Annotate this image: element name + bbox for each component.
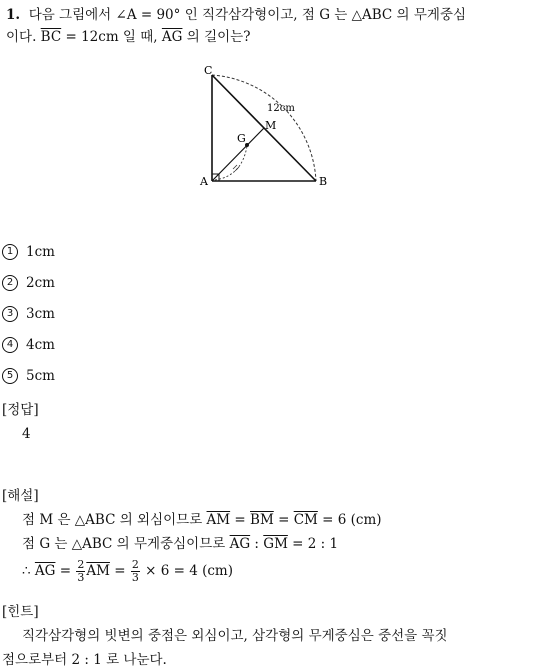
hint-line-1: 직각삼각형의 빗변의 중점은 외심이고, 삼각형의 무게중심은 중선을 꼭짓 — [22, 628, 448, 644]
label-c: C — [204, 64, 213, 77]
choice-5[interactable] — [2, 360, 55, 391]
choice-text: 1cm — [26, 243, 55, 260]
choice-4[interactable] — [2, 329, 55, 360]
choice-marker: 4 — [2, 337, 18, 353]
fraction-denominator: 3 — [131, 571, 139, 584]
question-text-2b: = 12cm 일 때, — [65, 29, 158, 45]
question-text-1: 다음 그림에서 ∠A = 90° 인 직각삼각형이고, 점 G 는 △ABC 의 무게중심 — [28, 7, 467, 23]
answer-heading: [정답] — [2, 402, 39, 418]
tick-mark — [235, 167, 239, 171]
question-text-2c: 의 길이는? — [186, 29, 251, 45]
explanation-line-2: 점 G 는 △ABC 의 무게중심이므로 $\overline{AG}$ : $\overline{GM} = 2$ : 1 — [22, 536, 339, 552]
answer-choices — [2, 236, 55, 391]
answer-value: 4 — [22, 426, 31, 442]
fraction-numerator: 2 — [131, 558, 139, 571]
label-b: B — [319, 175, 328, 188]
therefore-symbol: ∴ — [22, 563, 31, 579]
question-line-1 — [6, 4, 528, 26]
segment-ag: $\overline{AG}$ — [34, 563, 56, 579]
hint-heading: [힌트] — [2, 604, 39, 620]
tick-mark — [233, 165, 237, 169]
choice-marker: 1 — [2, 244, 18, 260]
fraction — [131, 559, 140, 584]
choice-text: 3cm — [26, 305, 55, 322]
label-length: 12cm — [267, 103, 295, 114]
explanation-heading: [해설] — [2, 488, 39, 504]
answer-section — [2, 398, 39, 446]
segment-ag: $\overline{AG}$ — [161, 29, 183, 45]
hint-line-2: 점으로부터 2 : 1 로 나눈다. — [2, 652, 167, 668]
choice-text: 5cm — [26, 367, 55, 384]
choice-text: 2cm — [26, 274, 55, 291]
segment-ag: $\overline{AG}$ — [229, 536, 251, 552]
choice-3[interactable] — [2, 298, 55, 329]
fraction-denominator: 3 — [77, 571, 85, 584]
explanation-line-1: 점 M 은 △ABC 의 외심이므로 $\overline{AM} = \overline{BM} = \overline{CM} = 6$ (cm) — [22, 512, 382, 528]
choice-text: 4cm — [26, 336, 55, 353]
label-g: G — [237, 132, 246, 145]
choice-1[interactable] — [2, 236, 55, 267]
exp3-result: × 6 = 4 (cm) — [145, 563, 233, 579]
exp1-value: 6 (cm) — [337, 512, 382, 528]
label-a: A — [200, 175, 208, 188]
segment-am: $\overline{AM}$ — [206, 512, 231, 528]
segment-gm: $\overline{GM}$ — [263, 536, 288, 552]
segment-cm: $\overline{CM}$ — [293, 512, 318, 528]
question-line-2 — [6, 26, 528, 48]
segment-am: $\overline{AM}$ — [86, 563, 110, 579]
fraction-numerator: 2 — [77, 558, 85, 571]
triangle-figure — [190, 58, 340, 193]
question-text-2a: 이다. — [6, 29, 37, 45]
dashed-arc-ag — [215, 146, 247, 180]
segment-bc: $\overline{BC}$ — [40, 29, 62, 45]
label-m: M — [265, 119, 277, 132]
choice-marker: 2 — [2, 275, 18, 291]
exp2-text: 점 G 는 △ABC 의 무게중심이므로 — [22, 536, 226, 552]
hint-section — [2, 600, 530, 672]
choice-marker: 5 — [2, 368, 18, 384]
choice-2[interactable] — [2, 267, 55, 298]
fraction — [76, 559, 85, 584]
explanation-section — [2, 484, 382, 586]
exp2-ratio: 2 : 1 — [307, 536, 339, 552]
choice-marker: 3 — [2, 306, 18, 322]
segment-bm: $\overline{BM}$ — [250, 512, 274, 528]
question — [6, 4, 528, 48]
explanation-line-3: ∴ $\overline{AG}$ = $\frac{2}{3}$ $\overline{AM}$ = $\frac{2}{3}$ × 6 = 4 (cm) — [22, 558, 233, 584]
question-number: 1. — [6, 7, 21, 23]
exp1-text: 점 M 은 △ABC 의 외심이므로 — [22, 512, 203, 528]
